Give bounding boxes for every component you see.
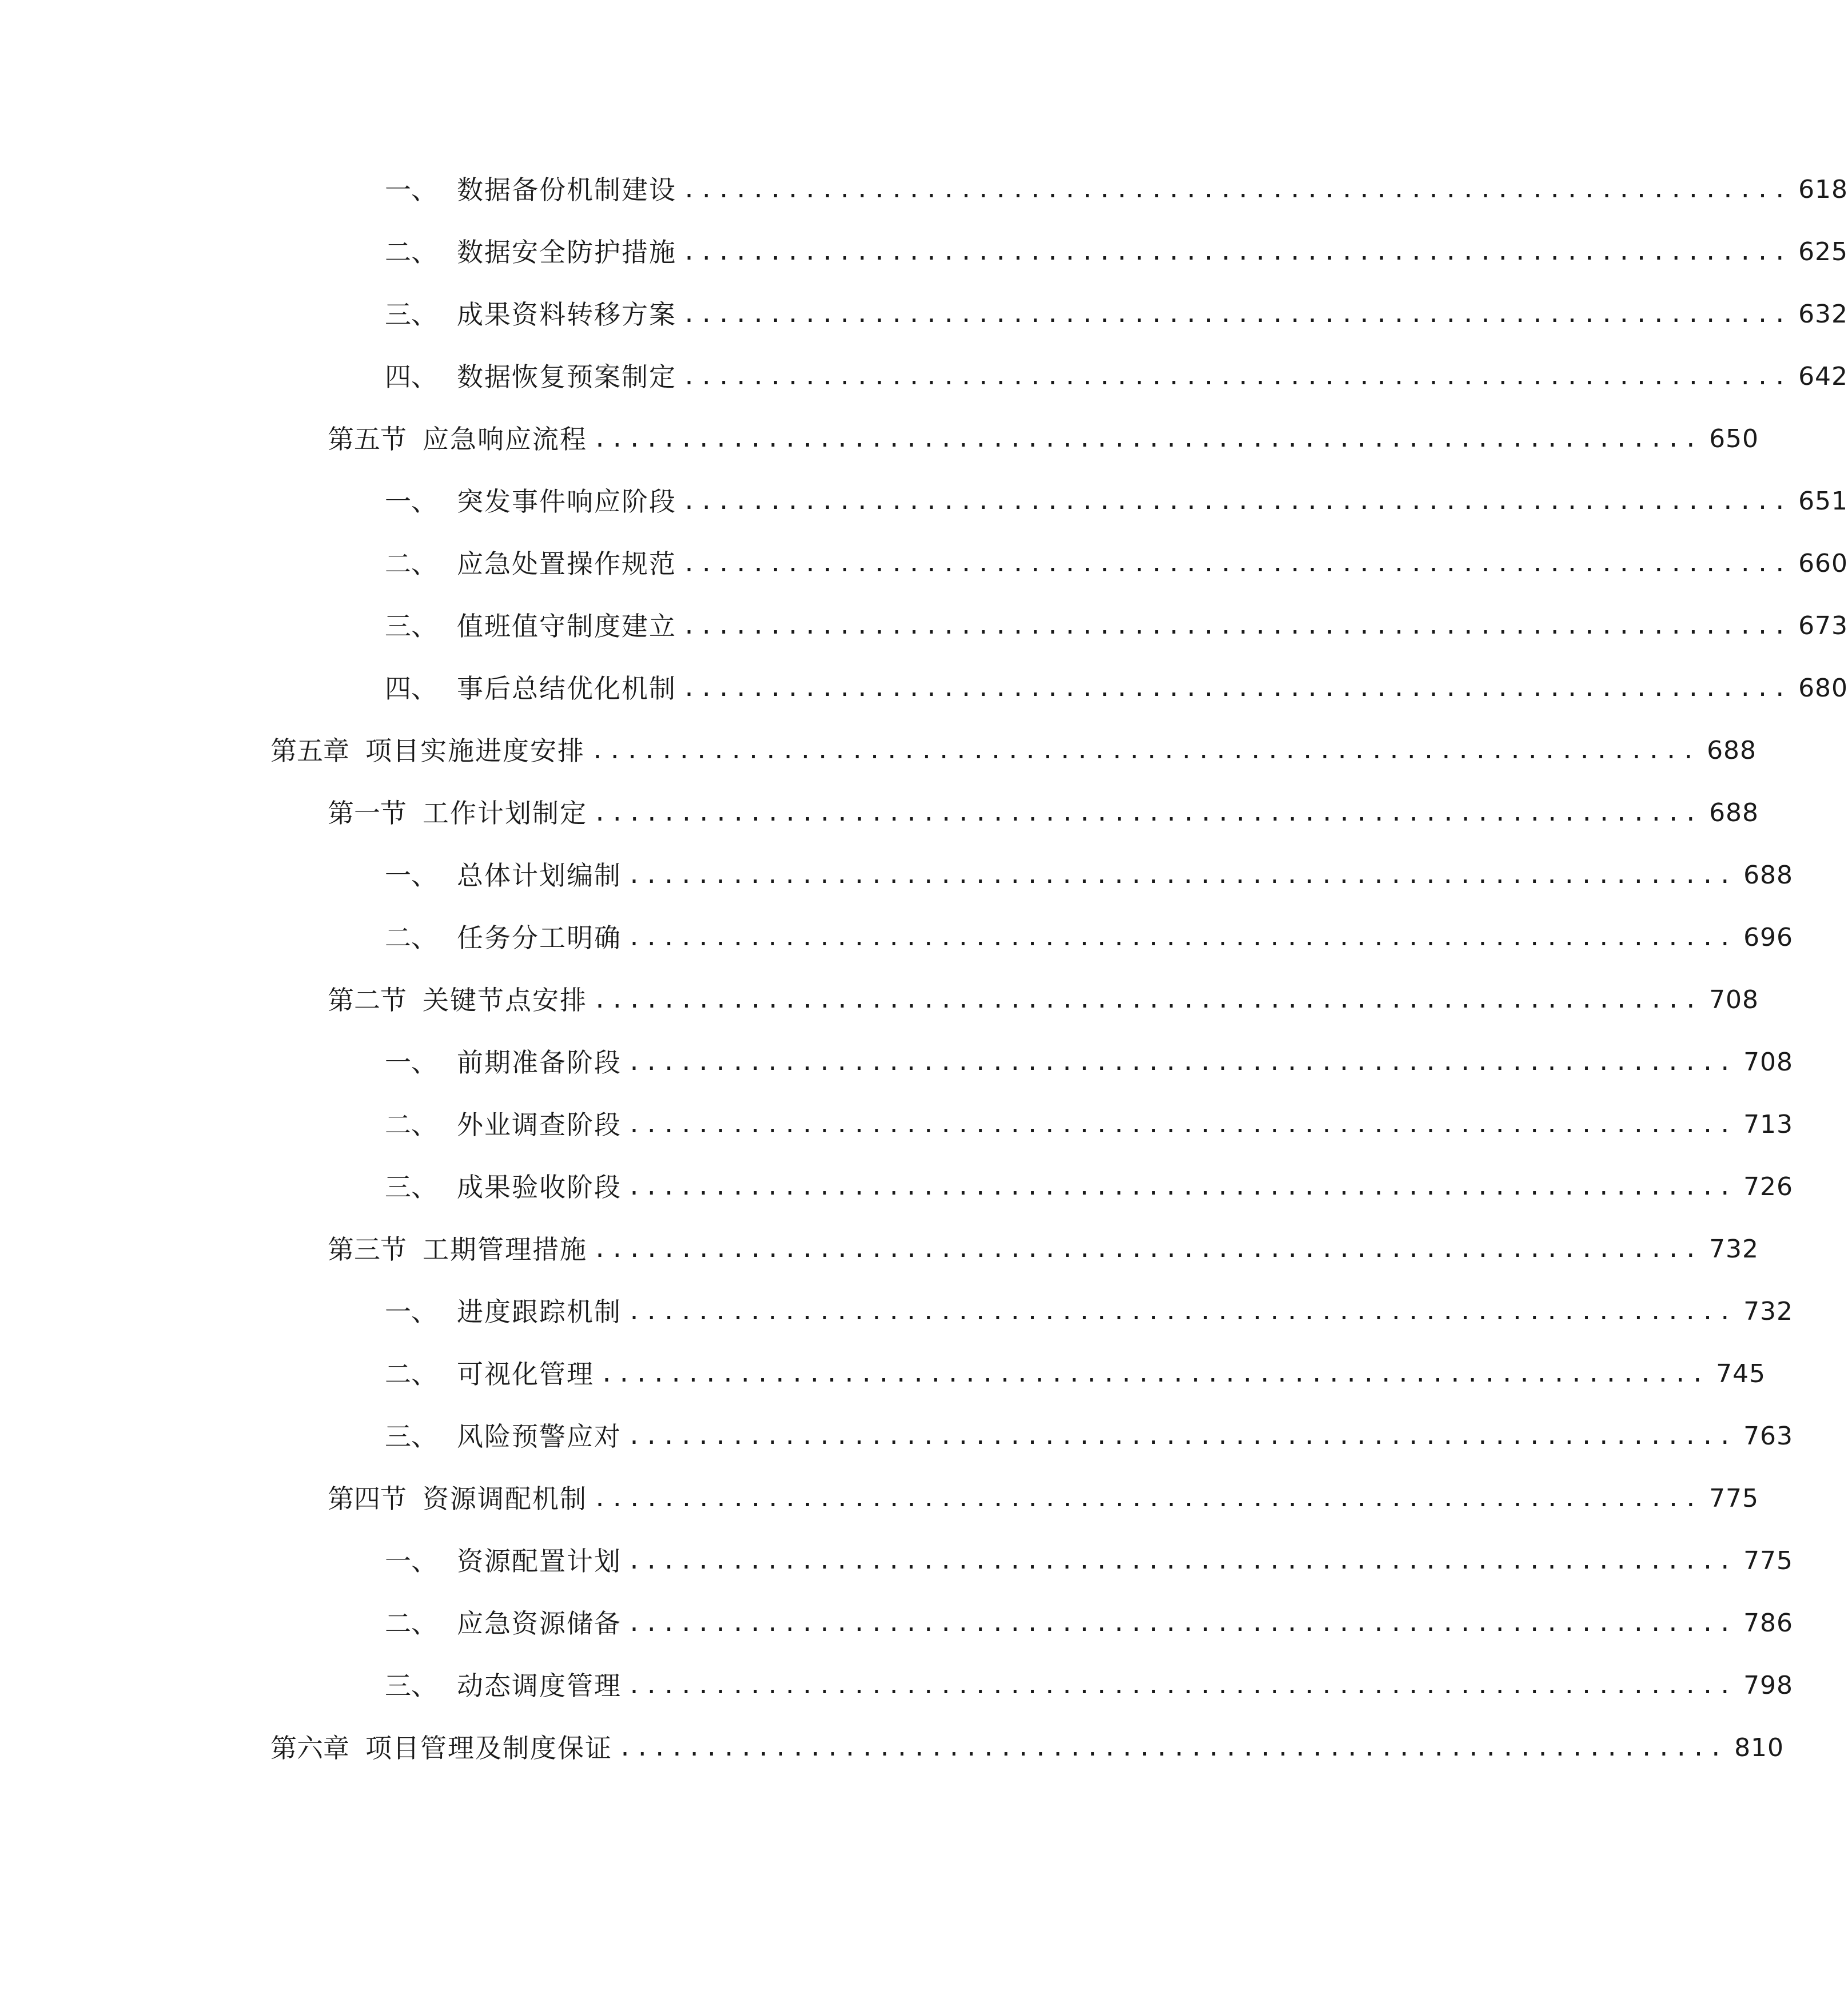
toc-entry-item[interactable] [385,1663,1794,1709]
toc-entry-title: 成果资料转移方案 [457,299,676,330]
toc-entry-item[interactable] [385,1601,1794,1646]
toc-entry-item[interactable] [385,1538,1794,1584]
toc-entry-number: 三、 [385,1421,437,1452]
toc-entry-title: 动态调度管理 [457,1670,622,1701]
toc-entry-title: 突发事件响应阶段 [457,486,676,517]
toc-dot-leader: ................................................................ [627,1610,1736,1637]
toc-entry-item[interactable] [385,1351,1766,1397]
toc-entry-number: 第五节 [328,424,407,455]
toc-entry-page: 688 [1709,798,1759,827]
toc-dot-leader: ................................................................ [682,239,1791,265]
toc-dot-leader: ................................................................ [682,301,1791,328]
toc-entry-number: 第二节 [328,985,407,1016]
toc-entry-number: 一、 [385,486,437,517]
toc-entry-title: 数据备份机制建设 [457,174,676,205]
toc-dot-leader: ................................................................ [618,1735,1727,1761]
toc-entry-item[interactable] [385,1102,1794,1148]
toc-dot-leader: ................................................................ [591,738,1699,764]
toc-dot-leader: ................................................................ [682,675,1791,702]
toc-entry-title: 风险预警应对 [457,1421,622,1452]
toc-section-item[interactable] [328,416,1759,462]
toc-dot-leader: ................................................................ [593,426,1702,452]
toc-entry-number: 三、 [385,1670,437,1701]
toc-entry-number: 第一节 [328,798,407,829]
toc-section-item[interactable] [328,1227,1759,1272]
toc-entry-title: 应急资源储备 [457,1608,622,1639]
toc-chapter-item[interactable] [270,728,1757,774]
toc-dot-leader: ................................................................ [593,1486,1702,1512]
toc-entry-item[interactable] [385,915,1794,961]
toc-dot-leader: ................................................................ [627,1299,1736,1325]
toc-entry-number: 二、 [385,1608,437,1639]
toc-entry-number: 一、 [385,1047,437,1078]
toc-dot-leader: ................................................................ [593,1236,1702,1263]
toc-entry-item[interactable] [385,229,1848,275]
toc-entry-title: 项目实施进度安排 [365,735,585,766]
toc-dot-leader: ................................................................ [593,987,1702,1013]
toc-entry-title: 资源调配机制 [423,1483,587,1514]
toc-dot-leader: ................................................................ [682,177,1791,203]
toc-entry-title: 进度跟踪机制 [457,1296,622,1327]
toc-entry-page: 708 [1709,985,1759,1014]
toc-dot-leader: ................................................................ [627,1548,1736,1574]
toc-entry-page: 632 [1798,300,1848,329]
toc-entry-item[interactable] [385,1164,1794,1210]
toc-entry-item[interactable] [385,292,1848,337]
toc-entry-title: 工期管理措施 [423,1234,587,1265]
toc-entry-title: 任务分工明确 [457,922,622,953]
toc-entry-title: 可视化管理 [457,1359,594,1390]
toc-dot-leader: ................................................................ [627,1673,1736,1699]
toc-entry-number: 二、 [385,1109,437,1140]
toc-entry-page: 713 [1743,1110,1794,1139]
toc-entry-title: 成果验收阶段 [457,1172,622,1203]
toc-entry-number: 第六章 [270,1733,349,1764]
toc-entry-page: 745 [1716,1359,1766,1388]
toc-dot-leader: ................................................................ [627,1423,1736,1450]
toc-entry-title: 前期准备阶段 [457,1047,622,1078]
toc-entry-item[interactable] [385,1289,1794,1335]
toc-entry-item[interactable] [385,479,1848,524]
toc-entry-page: 775 [1709,1484,1759,1513]
toc-section-item[interactable] [328,977,1759,1023]
toc-entry-title: 数据安全防护措施 [457,237,676,268]
toc-dot-leader: ................................................................ [627,1112,1736,1138]
toc-entry-number: 三、 [385,611,437,642]
toc-entry-page: 651 [1798,487,1848,516]
toc-entry-number: 第五章 [270,735,349,766]
toc-entry-page: 688 [1707,736,1757,765]
toc-entry-page: 732 [1743,1297,1794,1326]
toc-entry-number: 第四节 [328,1483,407,1514]
toc-dot-leader: ................................................................ [627,1049,1736,1076]
toc-dot-leader: ................................................................ [627,925,1736,951]
toc-dot-leader: ................................................................ [627,1174,1736,1200]
toc-entry-number: 二、 [385,237,437,268]
toc-entry-number: 二、 [385,548,437,579]
toc-entry-number: 四、 [385,361,437,392]
toc-entry-page: 625 [1798,237,1848,266]
toc-section-item[interactable] [328,790,1759,836]
toc-entry-number: 三、 [385,299,437,330]
toc-entry-page: 642 [1798,362,1848,391]
toc-section-item[interactable] [328,1476,1759,1522]
toc-entry-page: 660 [1798,549,1848,578]
toc-entry-page: 696 [1743,923,1794,952]
toc-dot-leader: ................................................................ [682,364,1791,390]
toc-entry-page: 708 [1743,1048,1794,1077]
toc-entry-page: 786 [1743,1609,1794,1638]
toc-entry-number: 二、 [385,922,437,953]
toc-dot-leader: ................................................................ [593,800,1702,826]
toc-entry-title: 项目管理及制度保证 [365,1733,612,1764]
toc-entry-item[interactable] [385,1414,1794,1459]
toc-entry-title: 外业调查阶段 [457,1109,622,1140]
toc-entry-number: 二、 [385,1359,437,1390]
toc-entry-number: 四、 [385,673,437,704]
toc-entry-page: 810 [1734,1733,1785,1762]
toc-dot-leader: ................................................................ [600,1361,1708,1387]
toc-entry-page: 650 [1709,424,1759,453]
toc-entry-number: 三、 [385,1172,437,1203]
toc-entry-page: 726 [1743,1172,1794,1201]
toc-entry-number: 一、 [385,860,437,891]
toc-entry-number: 一、 [385,174,437,205]
toc-entry-item[interactable] [385,853,1794,898]
toc-entry-title: 总体计划编制 [457,860,622,891]
toc-entry-page: 673 [1798,611,1848,640]
toc-dot-leader: ................................................................ [682,488,1791,515]
toc-entry-page: 680 [1798,674,1848,703]
toc-entry-number: 一、 [385,1546,437,1577]
toc-entry-item[interactable] [385,354,1848,400]
toc-entry-page: 798 [1743,1671,1794,1700]
toc-entry-title: 资源配置计划 [457,1546,622,1577]
toc-entry-page: 688 [1743,861,1794,890]
toc-entry-item[interactable] [385,666,1848,711]
toc-dot-leader: ................................................................ [682,613,1791,639]
toc-entry-page: 732 [1709,1235,1759,1264]
toc-entry-page: 763 [1743,1422,1794,1451]
toc-entry-item[interactable] [385,1040,1794,1085]
toc-entry-item[interactable] [385,603,1848,649]
toc-chapter-item[interactable] [270,1725,1785,1771]
toc-entry-title: 关键节点安排 [423,985,587,1016]
toc-dot-leader: ................................................................ [627,862,1736,889]
toc-entry-title: 值班值守制度建立 [457,611,676,642]
toc-entry-title: 数据恢复预案制定 [457,361,676,392]
toc-entry-item[interactable] [385,167,1848,213]
toc-entry-title: 事后总结优化机制 [457,673,676,704]
toc-entry-title: 工作计划制定 [423,798,587,829]
toc-entry-title: 应急处置操作规范 [457,548,676,579]
toc-entry-page: 775 [1743,1546,1794,1575]
toc-dot-leader: ................................................................ [682,551,1791,577]
toc-entry-title: 应急响应流程 [423,424,587,455]
toc-entry-number: 第三节 [328,1234,407,1265]
toc-entry-item[interactable] [385,541,1848,587]
toc-entry-page: 618 [1798,175,1848,204]
toc-entry-number: 一、 [385,1296,437,1327]
